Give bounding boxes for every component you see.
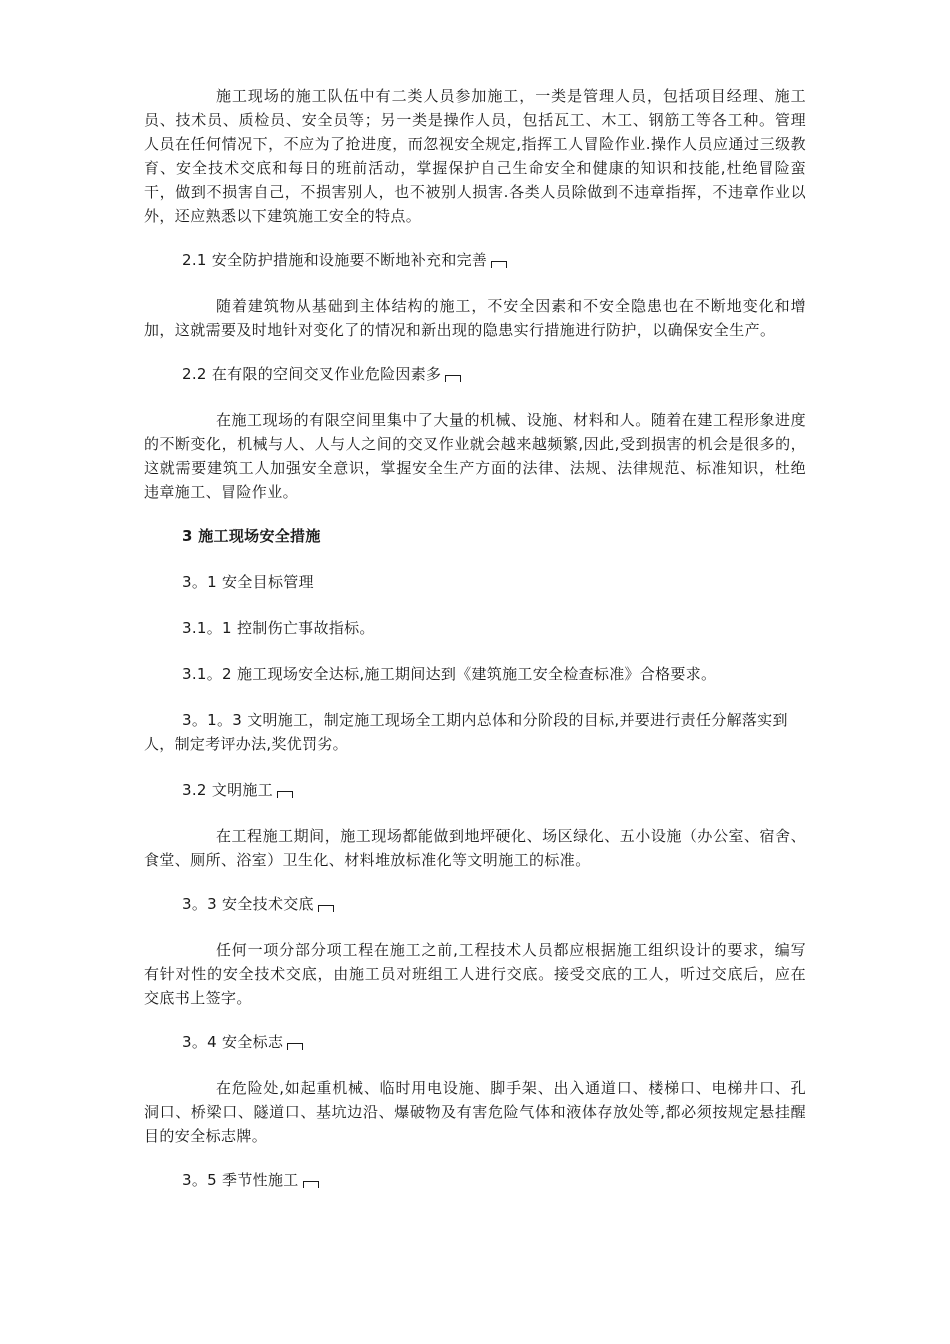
document-page bbox=[144, 84, 806, 1214]
heading-3-1-3: 3。1。3 文明施工，制定施工现场全工期内总体和分阶段的目标,并要进行责任分解落实到人，制定考评办法,奖优罚劣。 bbox=[144, 711, 788, 753]
heading-3-2 bbox=[144, 778, 806, 802]
paragraph-2-1: 随着建筑物从基础到主体结构的施工，不安全因素和不安全隐患也在不断地变化和增加，这就需要及时地针对变化了的情况和新出现的隐患实行措施进行防护，以确保安全生产。 bbox=[144, 297, 806, 339]
heading-2-1 bbox=[144, 248, 806, 272]
heading-2-2 bbox=[144, 362, 806, 386]
paragraph-2-2: 在施工现场的有限空间里集中了大量的机械、设施、材料和人。随着在建工程形象进度的不断变化，机械与人、人与人之间的交叉作业就会越来越频繁,因此,受到损害的机会是很多的，这就需要建筑工人加强安全意识，掌握安全生产方面的法律、法规、法律规范、标准知识，杜绝违章施工、冒险作业。 bbox=[144, 411, 806, 501]
heading-3-3 bbox=[144, 892, 806, 916]
heading-3-3-text: 3。3 安全技术交底 bbox=[182, 895, 314, 913]
heading-3-1-2: 3.1。2 施工现场安全达标,施工期间达到《建筑施工安全检查标准》合格要求。 bbox=[182, 665, 717, 683]
heading-3-5 bbox=[144, 1168, 806, 1192]
heading-3-1-1: 3.1。1 控制伤亡事故指标。 bbox=[182, 619, 375, 637]
paragraph-mark-icon bbox=[303, 1181, 319, 1188]
paragraph-mark-icon bbox=[445, 375, 461, 382]
heading-3-4 bbox=[144, 1030, 806, 1054]
paragraph-3-2: 在工程施工期间，施工现场都能做到地坪硬化、场区绿化、五小设施（办公室、宿舍、食堂、厕所、浴室）卫生化、材料堆放标准化等文明施工的标准。 bbox=[144, 827, 806, 869]
heading-3: 3 施工现场安全措施 bbox=[182, 527, 321, 545]
paragraph-mark-icon bbox=[491, 261, 507, 268]
paragraph-mark-icon bbox=[287, 1043, 303, 1050]
paragraph-personnel: 施工现场的施工队伍中有二类人员参加施工，一类是管理人员，包括项目经理、施工员、技术员、质检员、安全员等；另一类是操作人员，包括瓦工、木工、钢筋工等各工种。管理人员在任何情况下，不应为了抢进度，而忽视安全规定,指挥工人冒险作业.操作人员应通过三级教育、安全技术交底和每日的班前活动，掌握保护自己生命安全和健康的知识和技能,杜绝冒险蛮干，做到不损害自己，不损害别人，也不被别人损害.各类人员除做到不违章指挥，不违章作业以外，还应熟悉以下建筑施工安全的特点。 bbox=[144, 87, 806, 225]
heading-3-2-text: 3.2 文明施工 bbox=[182, 781, 274, 799]
heading-3-4-text: 3。4 安全标志 bbox=[182, 1033, 284, 1051]
heading-3-1: 3。1 安全目标管理 bbox=[182, 573, 314, 591]
heading-2-2-text: 2.2 在有限的空间交叉作业危险因素多 bbox=[182, 365, 442, 383]
paragraph-3-3: 任何一项分部分项工程在施工之前,工程技术人员都应根据施工组织设计的要求，编写有针对性的安全技术交底，由施工员对班组工人进行交底。接受交底的工人，听过交底后，应在交底书上签字。 bbox=[144, 941, 806, 1007]
paragraph-3-4: 在危险处,如起重机械、临时用电设施、脚手架、出入通道口、楼梯口、电梯井口、孔洞口、桥梁口、隧道口、基坑边沿、爆破物及有害危险气体和液体存放处等,都必须按规定悬挂醒目的安全标志牌。 bbox=[144, 1079, 806, 1145]
heading-2-1-text: 2.1 安全防护措施和设施要不断地补充和完善 bbox=[182, 251, 488, 269]
paragraph-mark-icon bbox=[318, 905, 334, 912]
paragraph-mark-icon bbox=[277, 791, 293, 798]
heading-3-5-text: 3。5 季节性施工 bbox=[182, 1171, 299, 1189]
